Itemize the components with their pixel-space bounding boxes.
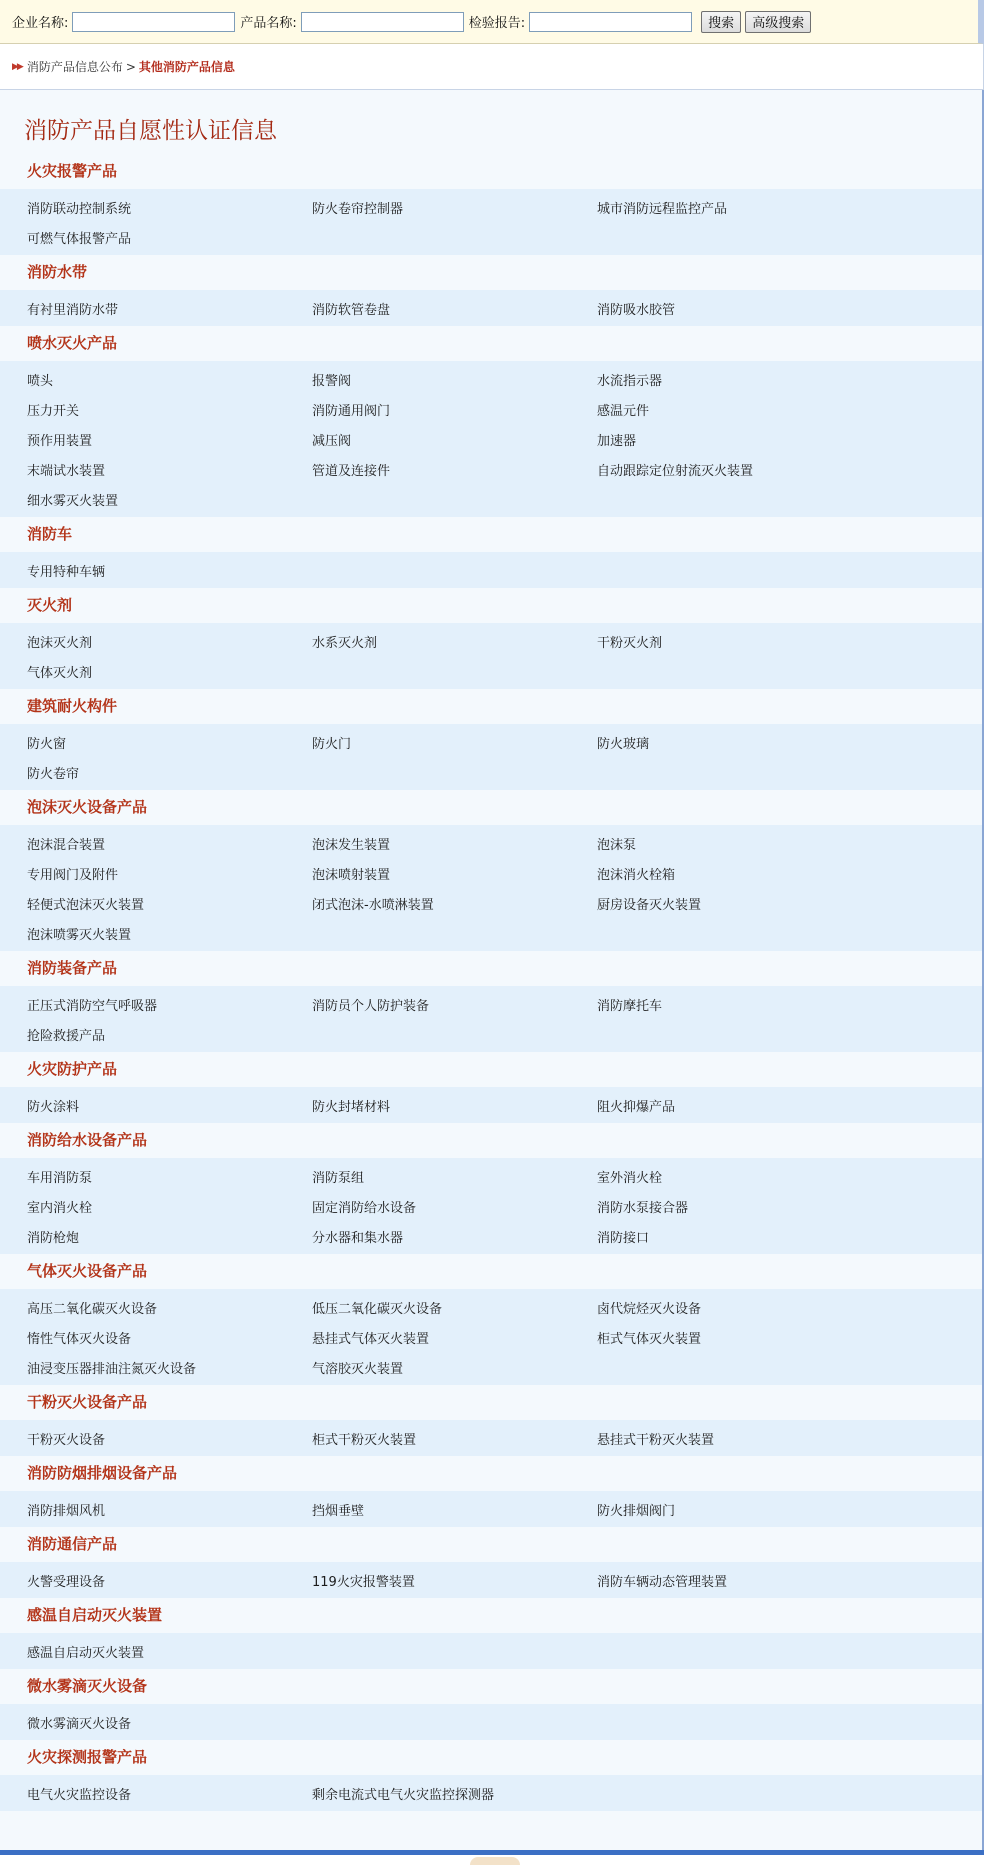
- category-row: [0, 1090, 982, 1120]
- category-row: [0, 1636, 982, 1666]
- category-row: [0, 1494, 982, 1524]
- category-items: [0, 1633, 982, 1669]
- category-items: [0, 552, 982, 588]
- category-heading: 微水雾滴灭火设备: [27, 1677, 148, 1695]
- product-link[interactable]: 细水雾灭火装置: [27, 493, 119, 509]
- product-link[interactable]: 末端试水装置: [27, 463, 106, 479]
- category-items: [0, 986, 982, 1052]
- category-row: [0, 364, 982, 394]
- product-link[interactable]: 专用阀门及附件: [27, 867, 119, 883]
- product-link[interactable]: 防火卷帘: [27, 766, 80, 782]
- product-link[interactable]: 119火灾报警装置: [312, 1574, 415, 1590]
- product-link[interactable]: 防火卷帘控制器: [312, 201, 404, 217]
- product-link[interactable]: 压力开关: [27, 403, 80, 419]
- product-link[interactable]: 水系灭火剂: [312, 635, 378, 651]
- category-heading: 建筑耐火构件: [27, 697, 118, 715]
- category-heading: 火灾防护产品: [27, 1060, 118, 1078]
- product-link[interactable]: 卤代烷烃灭火设备: [597, 1301, 702, 1317]
- product-link[interactable]: 泡沫消火栓箱: [597, 867, 676, 883]
- product-link[interactable]: 消防车辆动态管理装置: [597, 1574, 728, 1590]
- product-link[interactable]: 消防联动控制系统: [27, 201, 132, 217]
- category-row: [0, 1565, 982, 1595]
- category-row: [0, 1322, 982, 1352]
- product-link[interactable]: 火警受理设备: [27, 1574, 106, 1590]
- category-items: [0, 1704, 982, 1740]
- category-row: [0, 1019, 982, 1049]
- product-link[interactable]: 柜式干粉灭火装置: [312, 1432, 417, 1448]
- product-link[interactable]: 加速器: [597, 433, 637, 449]
- product-link[interactable]: 剩余电流式电气火灾监控探测器: [312, 1787, 495, 1803]
- product-link[interactable]: 轻便式泡沫灭火装置: [27, 897, 145, 913]
- category-row: [0, 222, 982, 252]
- product-link[interactable]: 室外消火栓: [597, 1170, 663, 1186]
- search-button[interactable]: 搜索: [701, 11, 741, 33]
- category-row: [0, 858, 982, 888]
- product-link[interactable]: 消防排烟风机: [27, 1503, 106, 1519]
- company-name-label: 企业名称:: [12, 16, 69, 31]
- breadcrumb-current: 其他消防产品信息: [138, 60, 235, 74]
- product-link[interactable]: 气溶胶灭火装置: [312, 1361, 404, 1377]
- category-items: [0, 825, 982, 951]
- category-items: [0, 1420, 982, 1456]
- product-link[interactable]: 管道及连接件: [312, 463, 391, 479]
- category-heading: 灭火剂: [27, 596, 73, 614]
- product-link[interactable]: 防火排烟阀门: [597, 1503, 676, 1519]
- category-row: [0, 394, 982, 424]
- category-items: [0, 1491, 982, 1527]
- product-link[interactable]: 分水器和集水器: [312, 1230, 404, 1246]
- category-row: [0, 555, 982, 585]
- category-row: [0, 1778, 982, 1808]
- category-row: [0, 989, 982, 1019]
- category-heading: 喷水灭火产品: [27, 334, 118, 352]
- product-link[interactable]: 喷头: [27, 373, 54, 389]
- product-link[interactable]: 报警阀: [312, 373, 352, 389]
- product-link[interactable]: 预作用装置: [27, 433, 93, 449]
- product-link[interactable]: 消防吸水胶管: [597, 302, 676, 318]
- product-link[interactable]: 油浸变压器排油注氮灭火设备: [27, 1361, 197, 1377]
- category-items: [0, 623, 982, 689]
- category-heading: 消防给水设备产品: [27, 1131, 148, 1149]
- category-items: [0, 724, 982, 790]
- product-link[interactable]: 消防软管卷盘: [312, 302, 391, 318]
- product-link[interactable]: 感温自启动灭火装置: [27, 1645, 145, 1661]
- category-row: [0, 1191, 982, 1221]
- product-link[interactable]: 消防枪炮: [27, 1230, 80, 1246]
- product-link[interactable]: 微水雾滴灭火设备: [27, 1716, 132, 1732]
- breadcrumb-separator: >: [125, 59, 136, 74]
- category-heading: 感温自启动灭火装置: [27, 1606, 163, 1624]
- product-link[interactable]: 干粉灭火设备: [27, 1432, 106, 1448]
- category-items: [0, 1562, 982, 1598]
- product-link[interactable]: 防火玻璃: [597, 736, 650, 752]
- product-link[interactable]: 有衬里消防水带: [27, 302, 119, 318]
- double-arrow-icon: ▶▶: [12, 61, 22, 72]
- product-link[interactable]: 泡沫混合装置: [27, 837, 106, 853]
- product-link[interactable]: 气体灭火剂: [27, 665, 93, 681]
- category-row: [0, 1352, 982, 1382]
- product-link[interactable]: 泡沫喷射装置: [312, 867, 391, 883]
- product-link[interactable]: 可燃气体报警产品: [27, 231, 132, 247]
- category-heading: 泡沫灭火设备产品: [27, 798, 148, 816]
- product-link[interactable]: 自动跟踪定位射流灭火装置: [597, 463, 754, 479]
- product-link[interactable]: 柜式气体灭火装置: [597, 1331, 702, 1347]
- product-name-label: 产品名称:: [240, 16, 297, 31]
- product-link[interactable]: 水流指示器: [597, 373, 663, 389]
- product-link[interactable]: 消防员个人防护装备: [312, 998, 430, 1014]
- category-items: [0, 189, 982, 255]
- product-link[interactable]: 城市消防远程监控产品: [597, 201, 728, 217]
- category-row: [0, 424, 982, 454]
- product-link[interactable]: 高压二氧化碳灭火设备: [27, 1301, 158, 1317]
- product-name-input[interactable]: [301, 12, 464, 32]
- category-heading: 干粉灭火设备产品: [27, 1393, 148, 1411]
- product-link[interactable]: 消防摩托车: [597, 998, 663, 1014]
- category-row: [0, 626, 982, 656]
- product-link[interactable]: 防火封堵材料: [312, 1099, 391, 1115]
- product-link[interactable]: 消防泵组: [312, 1170, 365, 1186]
- product-link[interactable]: 闭式泡沫-水喷淋装置: [312, 897, 434, 913]
- category-row: [0, 192, 982, 222]
- product-link[interactable]: 车用消防泵: [27, 1170, 93, 1186]
- product-link[interactable]: 减压阀: [312, 433, 352, 449]
- main-content: [0, 90, 984, 1850]
- category-row: [0, 727, 982, 757]
- product-link[interactable]: 泡沫灭火剂: [27, 635, 93, 651]
- product-link[interactable]: 低压二氧化碳灭火设备: [312, 1301, 443, 1317]
- product-link[interactable]: 干粉灭火剂: [597, 635, 663, 651]
- product-link[interactable]: 固定消防给水设备: [312, 1200, 417, 1216]
- category-items: [0, 361, 982, 517]
- category-row: [0, 828, 982, 858]
- product-link[interactable]: 防火涂料: [27, 1099, 80, 1115]
- product-link[interactable]: 泡沫喷雾灭火装置: [27, 927, 132, 943]
- breadcrumb: [0, 44, 984, 90]
- category-list: [0, 154, 982, 1811]
- category-items: [0, 1158, 982, 1254]
- category-heading: 气体灭火设备产品: [27, 1262, 148, 1280]
- product-link[interactable]: 消防水泵接合器: [597, 1200, 689, 1216]
- product-link[interactable]: 阻火抑爆产品: [597, 1099, 676, 1115]
- product-link[interactable]: 消防通用阀门: [312, 403, 391, 419]
- product-link[interactable]: 防火窗: [27, 736, 67, 752]
- category-row: [0, 1221, 982, 1251]
- breadcrumb-home-link[interactable]: 消防产品信息公布: [26, 60, 123, 74]
- page-title: 消防产品自愿性认证信息: [24, 118, 277, 144]
- category-row: [0, 888, 982, 918]
- category-heading: 消防通信产品: [27, 1535, 118, 1553]
- product-link[interactable]: 泡沫泵: [597, 837, 637, 853]
- category-items: [0, 1087, 982, 1123]
- product-link[interactable]: 抢险救援产品: [27, 1028, 106, 1044]
- category-row: [0, 918, 982, 948]
- product-link[interactable]: 防火门: [312, 736, 352, 752]
- footer-decoration: [470, 1857, 520, 1865]
- category-items: [0, 290, 982, 326]
- test-report-label: 检验报告:: [468, 16, 526, 31]
- category-heading: 消防车: [27, 525, 73, 543]
- category-heading: 消防水带: [27, 263, 88, 281]
- category-heading: 火灾报警产品: [27, 162, 118, 180]
- search-bar: [0, 0, 984, 44]
- category-heading: 消防防烟排烟设备产品: [27, 1464, 178, 1482]
- company-name-input[interactable]: [72, 12, 235, 32]
- product-link[interactable]: 悬挂式气体灭火装置: [312, 1331, 430, 1347]
- category-items: [0, 1289, 982, 1385]
- category-row: [0, 1423, 982, 1453]
- category-row: [0, 656, 982, 686]
- product-link[interactable]: 专用特种车辆: [27, 564, 106, 580]
- category-row: [0, 757, 982, 787]
- product-link[interactable]: 室内消火栓: [27, 1200, 93, 1216]
- product-link[interactable]: 正压式消防空气呼吸器: [27, 998, 158, 1014]
- product-link[interactable]: 惰性气体灭火设备: [27, 1331, 132, 1347]
- category-row: [0, 484, 982, 514]
- category-heading: 消防装备产品: [27, 959, 118, 977]
- category-row: [0, 454, 982, 484]
- category-heading: 火灾探测报警产品: [27, 1748, 148, 1766]
- category-row: [0, 1707, 982, 1737]
- product-link[interactable]: 厨房设备灭火装置: [597, 897, 702, 913]
- product-link[interactable]: 悬挂式干粉灭火装置: [597, 1432, 715, 1448]
- product-link[interactable]: 消防接口: [597, 1230, 650, 1246]
- category-row: [0, 293, 982, 323]
- category-row: [0, 1161, 982, 1191]
- product-link[interactable]: 泡沫发生装置: [312, 837, 391, 853]
- advanced-search-button[interactable]: 高级搜索: [745, 11, 811, 33]
- category-items: [0, 1775, 982, 1811]
- product-link[interactable]: 感温元件: [597, 403, 650, 419]
- product-link[interactable]: 电气火灾监控设备: [27, 1787, 132, 1803]
- test-report-input[interactable]: [529, 12, 692, 32]
- category-row: [0, 1292, 982, 1322]
- product-link[interactable]: 挡烟垂壁: [312, 1503, 365, 1519]
